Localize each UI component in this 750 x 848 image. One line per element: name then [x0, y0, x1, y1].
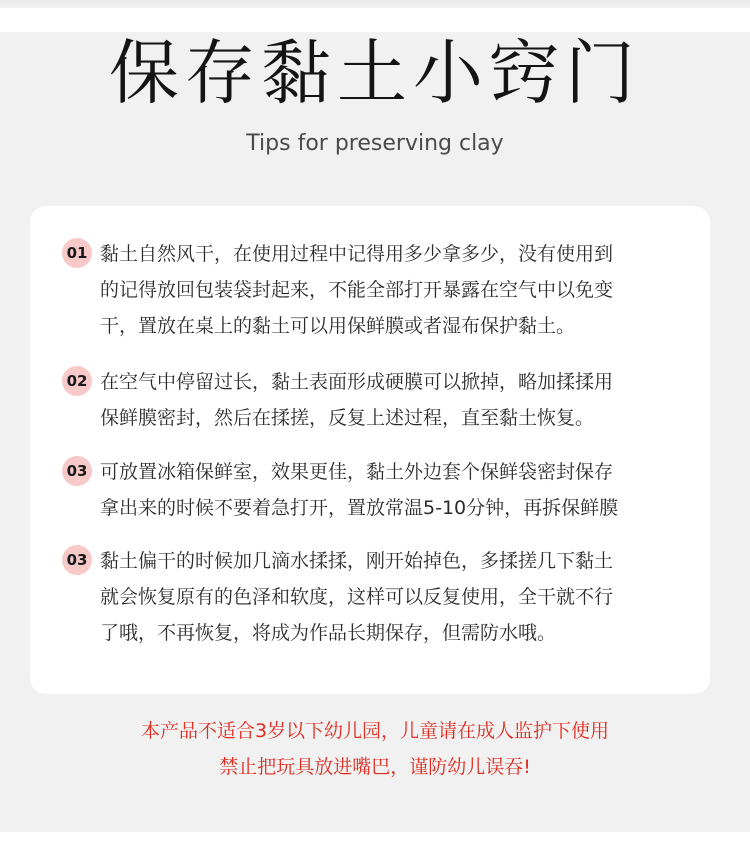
tip-item-3	[62, 454, 682, 526]
tip-item-2	[62, 364, 682, 436]
tip-text-line: 就会恢复原有的色泽和软度，这样可以反复使用，全干就不行	[100, 586, 614, 608]
tip-item-4	[62, 543, 682, 651]
tip-text-line: 干，置放在桌上的黏土可以用保鲜膜或者湿布保护黏土。	[100, 315, 576, 337]
tip-item-1	[62, 236, 682, 344]
page-subtitle: Tips for preserving clay	[246, 131, 504, 156]
bottom-band	[0, 832, 750, 848]
safety-warning-line-1: 本产品不适合3岁以下幼儿园，儿童请在成人监护下使用	[140, 720, 610, 742]
tip-text-line: 在空气中停留过长，黏土表面形成硬膜可以掀掉，略加揉揉用	[100, 371, 614, 393]
tip-text-line: 保鲜膜密封，然后在揉搓，反复上述过程，直至黏土恢复。	[100, 407, 595, 429]
tip-number-badge: 03	[62, 545, 92, 575]
tip-number-badge: 01	[62, 238, 92, 268]
tip-text-line: 的记得放回包装袋封起来，不能全部打开暴露在空气中以免变	[100, 279, 614, 301]
page-title: 保存黏土小窍门	[109, 32, 641, 114]
tip-text-line: 可放置冰箱保鲜室，效果更佳，黏土外边套个保鲜袋密封保存	[100, 461, 614, 483]
tip-text-line: 拿出来的时候不要着急打开，置放常温5-10分钟，再拆保鲜膜	[100, 497, 619, 519]
tip-text-line: 黏土偏干的时候加几滴水揉揉，刚开始掉色，多揉搓几下黏土	[100, 550, 614, 572]
tip-text-line: 黏土自然风干，在使用过程中记得用多少拿多少，没有使用到	[100, 243, 614, 265]
safety-warning-line-2: 禁止把玩具放进嘴巴，谨防幼儿误吞!	[219, 756, 531, 778]
tip-text-line: 了哦，不再恢复，将成为作品长期保存，但需防水哦。	[100, 622, 557, 644]
top-band	[0, 8, 750, 32]
tip-number-badge: 02	[62, 366, 92, 396]
top-strip	[0, 0, 750, 8]
tip-number-badge: 03	[62, 456, 92, 486]
